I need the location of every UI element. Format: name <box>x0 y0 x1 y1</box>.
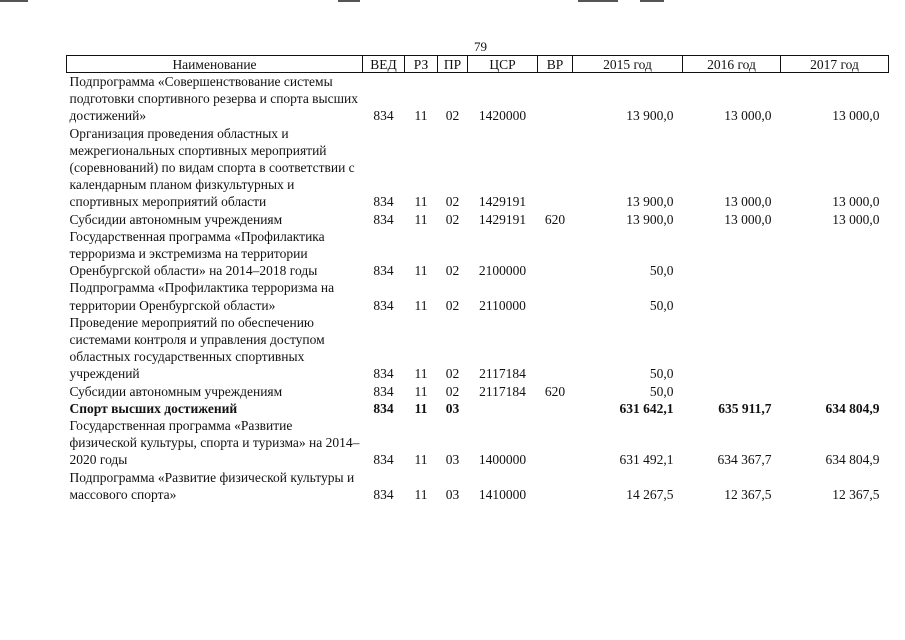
cell-vr <box>538 314 573 383</box>
cell-2015: 13 900,0 <box>626 194 674 210</box>
cell-vr <box>538 125 573 211</box>
cell-vr: 620 <box>544 211 566 227</box>
cell-csr: 1429191 <box>478 194 527 210</box>
cell-rz: 11 <box>414 297 428 313</box>
cell-vr <box>538 279 573 313</box>
cell-2017 <box>781 383 889 400</box>
cell-2016: 12 367,5 <box>724 486 772 502</box>
table-row <box>67 400 889 417</box>
cell-2015: 50,0 <box>649 366 674 382</box>
cell-name: Подпрограмма «Профилактика терроризма на территории Оренбургской области» <box>69 280 335 313</box>
cell-2016: 13 000,0 <box>724 211 772 227</box>
cell-name: Подпрограмма «Развитие физической культуры и массового спорта» <box>69 469 355 502</box>
cell-rz: 11 <box>414 400 428 416</box>
cell-vr <box>538 73 573 125</box>
cell-pr: 02 <box>445 263 460 279</box>
cell-vr: 620 <box>544 383 566 399</box>
cell-pr: 03 <box>445 452 460 468</box>
cell-name: Субсидии автономным учреждениям <box>69 383 283 399</box>
cell-ved: 834 <box>373 400 394 416</box>
cell-csr: 2100000 <box>478 263 527 279</box>
cell-pr: 02 <box>445 194 460 210</box>
header-pr: ПР <box>438 56 468 73</box>
cell-2017: 13 000,0 <box>832 108 880 124</box>
cell-2016 <box>683 279 781 313</box>
table-header-row <box>67 56 889 73</box>
cell-2015: 13 900,0 <box>626 211 674 227</box>
cell-rz: 11 <box>414 108 428 124</box>
cell-2016 <box>683 314 781 383</box>
cell-rz: 11 <box>414 383 428 399</box>
page-number: 79 <box>474 39 487 54</box>
header-rz: РЗ <box>405 56 438 73</box>
cell-ved: 834 <box>373 366 394 382</box>
cell-csr <box>468 400 538 417</box>
cell-2016: 634 367,7 <box>717 452 772 468</box>
header-name: Наименование <box>67 56 363 73</box>
cell-csr: 2117184 <box>479 366 526 382</box>
cell-pr: 02 <box>445 211 460 227</box>
cell-2017: 13 000,0 <box>832 194 880 210</box>
scan-edge-mark <box>0 0 28 2</box>
cell-ved: 834 <box>373 383 394 399</box>
header-2016: 2016 год <box>683 56 781 73</box>
table-row <box>67 125 889 211</box>
cell-rz: 11 <box>414 211 428 227</box>
cell-pr: 02 <box>445 383 460 399</box>
cell-pr: 02 <box>445 366 460 382</box>
cell-2016: 635 911,7 <box>718 400 772 416</box>
cell-name: Организация проведения областных и межрегиональных спортивных мероприятий (соревнований) по видам спорта в соответствии с календарным планом физкультурных и спортивных мероприятий области <box>69 125 355 210</box>
cell-name: Субсидии автономным учреждениям <box>69 211 283 227</box>
cell-csr: 2110000 <box>479 297 526 313</box>
cell-rz: 11 <box>414 366 428 382</box>
cell-ved: 834 <box>373 194 394 210</box>
cell-vr <box>538 417 573 469</box>
cell-2017 <box>781 314 889 383</box>
header-csr: ЦСР <box>468 56 538 73</box>
cell-2015: 631 492,1 <box>619 452 674 468</box>
cell-2017 <box>781 279 889 313</box>
cell-2015: 50,0 <box>649 297 674 313</box>
cell-pr: 02 <box>445 297 460 313</box>
header-2015: 2015 год <box>573 56 683 73</box>
cell-2015: 631 642,1 <box>619 400 674 416</box>
cell-2015: 50,0 <box>649 383 674 399</box>
table-row <box>67 73 889 125</box>
cell-name: Спорт высших достижений <box>69 400 238 416</box>
cell-rz: 11 <box>414 263 428 279</box>
cell-2017: 13 000,0 <box>832 211 880 227</box>
scan-edge-mark <box>640 0 664 2</box>
cell-2017: 12 367,5 <box>832 486 880 502</box>
cell-2015: 13 900,0 <box>626 108 674 124</box>
table-row <box>67 469 889 503</box>
scan-edge-mark <box>578 0 618 2</box>
table-row <box>67 417 889 469</box>
cell-ved: 834 <box>373 297 394 313</box>
cell-rz: 11 <box>414 194 428 210</box>
cell-2016 <box>683 228 781 280</box>
cell-2017: 634 804,9 <box>825 452 880 468</box>
budget-table <box>66 55 889 503</box>
cell-csr: 1420000 <box>478 108 527 124</box>
cell-rz: 11 <box>414 452 428 468</box>
cell-name: Проведение мероприятий по обеспечению системами контроля и управления доступом областных государственных спортивных учреждений <box>69 314 325 382</box>
cell-vr <box>538 400 573 417</box>
cell-2016: 13 000,0 <box>724 108 772 124</box>
scan-edge-mark <box>338 0 360 2</box>
cell-name: Подпрограмма «Совершенствование системы подготовки спортивного резерва и спорта высших достижений» <box>69 74 358 124</box>
cell-csr: 1410000 <box>478 486 527 502</box>
header-vr: ВР <box>538 56 573 73</box>
table-row <box>67 383 889 400</box>
cell-name: Государственная программа «Развитие физической культуры, спорта и туризма» на 2014–2020 годы <box>69 418 360 468</box>
header-ved: ВЕД <box>363 56 405 73</box>
cell-vr <box>538 228 573 280</box>
cell-2016 <box>683 383 781 400</box>
table-body <box>67 73 889 504</box>
cell-pr: 03 <box>445 400 460 416</box>
cell-csr: 1400000 <box>478 452 527 468</box>
table-row <box>67 314 889 383</box>
cell-pr: 02 <box>445 108 460 124</box>
cell-ved: 834 <box>373 486 394 502</box>
cell-2016: 13 000,0 <box>724 194 772 210</box>
cell-ved: 834 <box>373 108 394 124</box>
cell-csr: 2117184 <box>479 383 526 399</box>
cell-2017 <box>781 228 889 280</box>
cell-vr <box>538 469 573 503</box>
cell-rz: 11 <box>414 486 428 502</box>
table-row <box>67 228 889 280</box>
header-2017: 2017 год <box>781 56 889 73</box>
cell-ved: 834 <box>373 452 394 468</box>
cell-ved: 834 <box>373 211 394 227</box>
cell-2017: 634 804,9 <box>825 400 880 416</box>
cell-2015: 14 267,5 <box>626 486 674 502</box>
cell-2015: 50,0 <box>649 263 674 279</box>
cell-name: Государственная программа «Профилактика терроризма и экстремизма на территории Оренбургской области» на 2014–2018 годы <box>69 228 325 279</box>
table-row <box>67 279 889 313</box>
cell-pr: 03 <box>445 486 460 502</box>
cell-csr: 1429191 <box>478 211 527 227</box>
table-row <box>67 211 889 228</box>
cell-ved: 834 <box>373 263 394 279</box>
